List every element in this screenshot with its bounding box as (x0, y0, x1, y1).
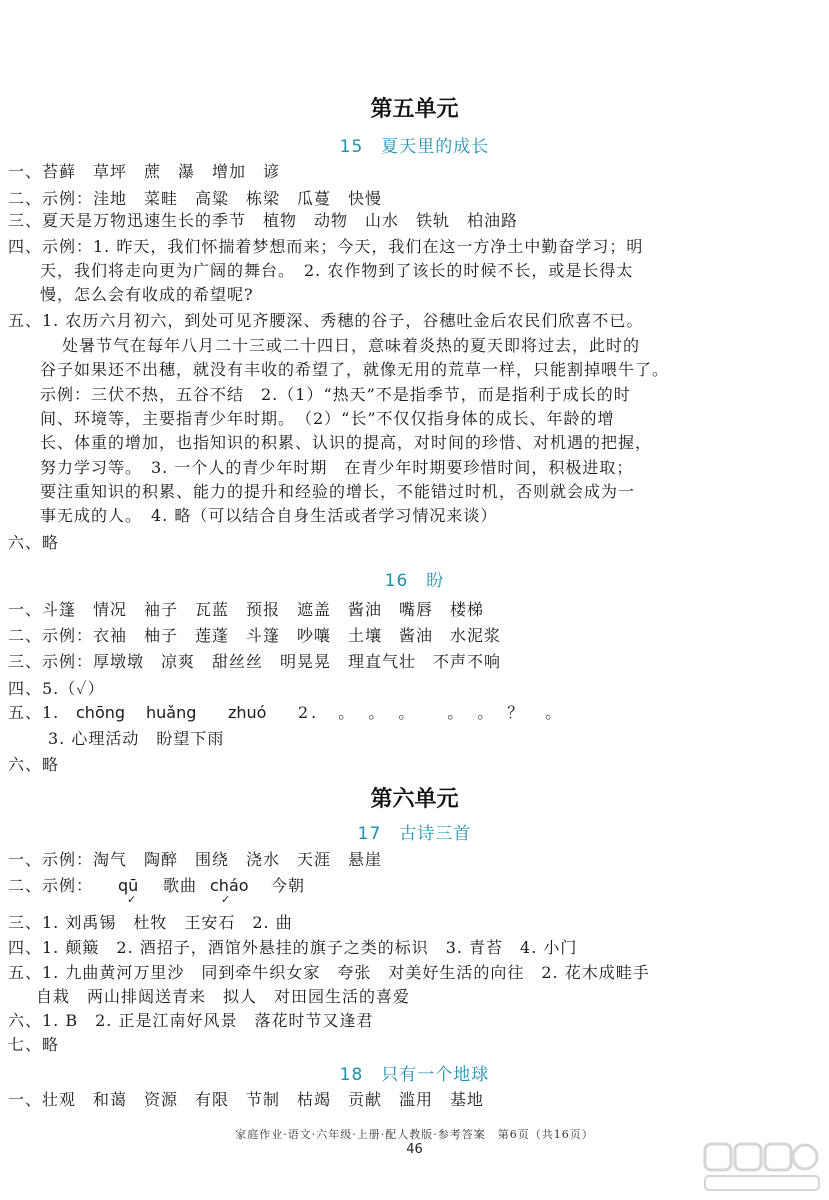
l17-q5-line2: 自栽 两山排闼送青来 拟人 对田园生活的喜爱 (36, 987, 411, 1006)
lesson-18-title: 18 只有一个地球 (339, 1065, 490, 1085)
lesson-15-title: 15 夏天里的成长 (339, 137, 490, 157)
l15-q5-line6: 长、体重的增加，也指知识的积累、认识的提高，对时间的珍惜、对机遇的把握， (40, 433, 653, 452)
pinyin-chao: cháo (210, 876, 249, 895)
unit-six-title: 第六单元 (370, 787, 459, 812)
l17-q3: 三、1. 刘禹锡 杜牧 王安石 2. 曲 (8, 913, 293, 932)
l15-q4-line3: 慢，怎么会有收成的希望呢? (40, 285, 254, 304)
watermark-logo-icon (703, 1142, 821, 1194)
l15-q5-line7: 努力学习等。 3. 一个人的青少年时期 在青少年时期要珍惜时间，积极进取； (40, 458, 634, 477)
l15-q1: 一、苔藓 草坪 蔗 瀑 增加 谚 (8, 162, 281, 181)
l15-q5-line3: 谷子如果还不出穗，就没有丰收的希望了，就像无用的荒草一样，只能割掉喂牛了。 (40, 360, 670, 379)
page-number: 46 (406, 1142, 423, 1157)
tick-mark-icon: ✓ (221, 893, 231, 906)
l16-q5-punctuation: 2. 。 。 。 。 。 ？ 。 (298, 703, 565, 722)
l17-q5-line1: 五、1. 九曲黄河万里沙 同到牵牛织女家 夸张 对美好生活的向往 2. 花木成畦手 (8, 963, 650, 982)
l15-q5-line8: 要注重知识的积累、能力的提升和经验的增长，不能错过时机，否则就会成为一 (40, 482, 636, 501)
l16-q1: 一、斗篷 情况 袖子 瓦蓝 预报 遮盖 酱油 嘴唇 楼梯 (8, 600, 485, 619)
l16-q5-prefix: 五、1. (8, 703, 60, 722)
l15-q3: 三、夏天是万物迅速生长的季节 植物 动物 山水 铁轨 柏油路 (8, 211, 519, 230)
lesson-16-title: 16 盼 (384, 571, 445, 591)
pinyin-chong: chōng (76, 703, 126, 722)
l17-q1: 一、示例：淘气 陶醉 围绕 浇水 天涯 悬崖 (8, 850, 383, 869)
l17-q7: 七、略 (8, 1035, 60, 1054)
l15-q4-line2: 天，我们将走向更为广阔的舞台。 2. 农作物到了该长的时候不长，或是长得太 (40, 261, 634, 280)
pinyin-qu: qū (118, 876, 139, 895)
l17-q6: 六、1. B 2. 正是江南好风景 落花时节又逢君 (8, 1011, 374, 1030)
l18-q1: 一、壮观 和蔼 资源 有限 节制 枯竭 贡献 滥用 基地 (8, 1090, 485, 1109)
footer-text: 家庭作业·语文·六年级·上册·配人教版·参考答案 第6页（共16页） (235, 1128, 594, 1141)
lesson-17-title: 17 古诗三首 (357, 824, 472, 844)
l16-q3: 三、示例：厚墩墩 凉爽 甜丝丝 明晃晃 理直气壮 不声不响 (8, 652, 502, 671)
l16-q5-line2: 3. 心理活动 盼望下雨 (48, 729, 225, 748)
l15-q5-line2: 处暑节气在每年八月二十三或二十四日，意味着炎热的夏天即将过去，此时的 (62, 336, 641, 355)
l15-q5-line5: 间、环境等，主要指青少年时期。 （2）“长”不仅仅指身体的成长、年龄的增 (40, 409, 615, 428)
l17-q2-prefix: 二、示例： (8, 876, 94, 895)
pinyin-zhuo: zhuó (228, 703, 267, 722)
l15-q6: 六、略 (8, 533, 60, 552)
l17-q4: 四、1. 颠簸 2. 酒招子，酒馆外悬挂的旗子之类的标识 3. 青苔 4. 小门 (8, 938, 578, 957)
l17-q2-word2: 今朝 (271, 876, 306, 895)
l15-q5-line1: 五、1. 农历六月初六，到处可见齐腰深、秀穗的谷子，谷穗吐金后农民们欣喜不已。 (8, 311, 644, 330)
l16-q4: 四、5.（✓） (8, 679, 105, 698)
pinyin-huang: huǎng (146, 703, 197, 722)
l16-q6: 六、略 (8, 755, 60, 774)
l17-q2-word1: 歌曲 (163, 876, 198, 895)
l15-q4-line1: 四、示例：1. 昨天，我们怀揣着梦想而来；今天，我们在这一方净土中勤奋学习；明 (8, 237, 644, 256)
unit-five-title: 第五单元 (370, 97, 459, 122)
l15-q2: 二、示例：洼地 菜畦 高粱 栋梁 瓜蔓 快慢 (8, 189, 383, 208)
tick-mark-icon: ✓ (127, 893, 137, 906)
l15-q5-line4: 示例：三伏不热，五谷不结 2.（1）“热天”不是指季节，而是指利于成长的时 (40, 385, 631, 404)
l16-q2: 二、示例：衣袖 柚子 莲蓬 斗篷 吵嚷 土壤 酱油 水泥浆 (8, 626, 502, 645)
l15-q5-line9: 事无成的人。 4. 略（可以结合自身生活或者学习情况来谈） (40, 506, 498, 525)
